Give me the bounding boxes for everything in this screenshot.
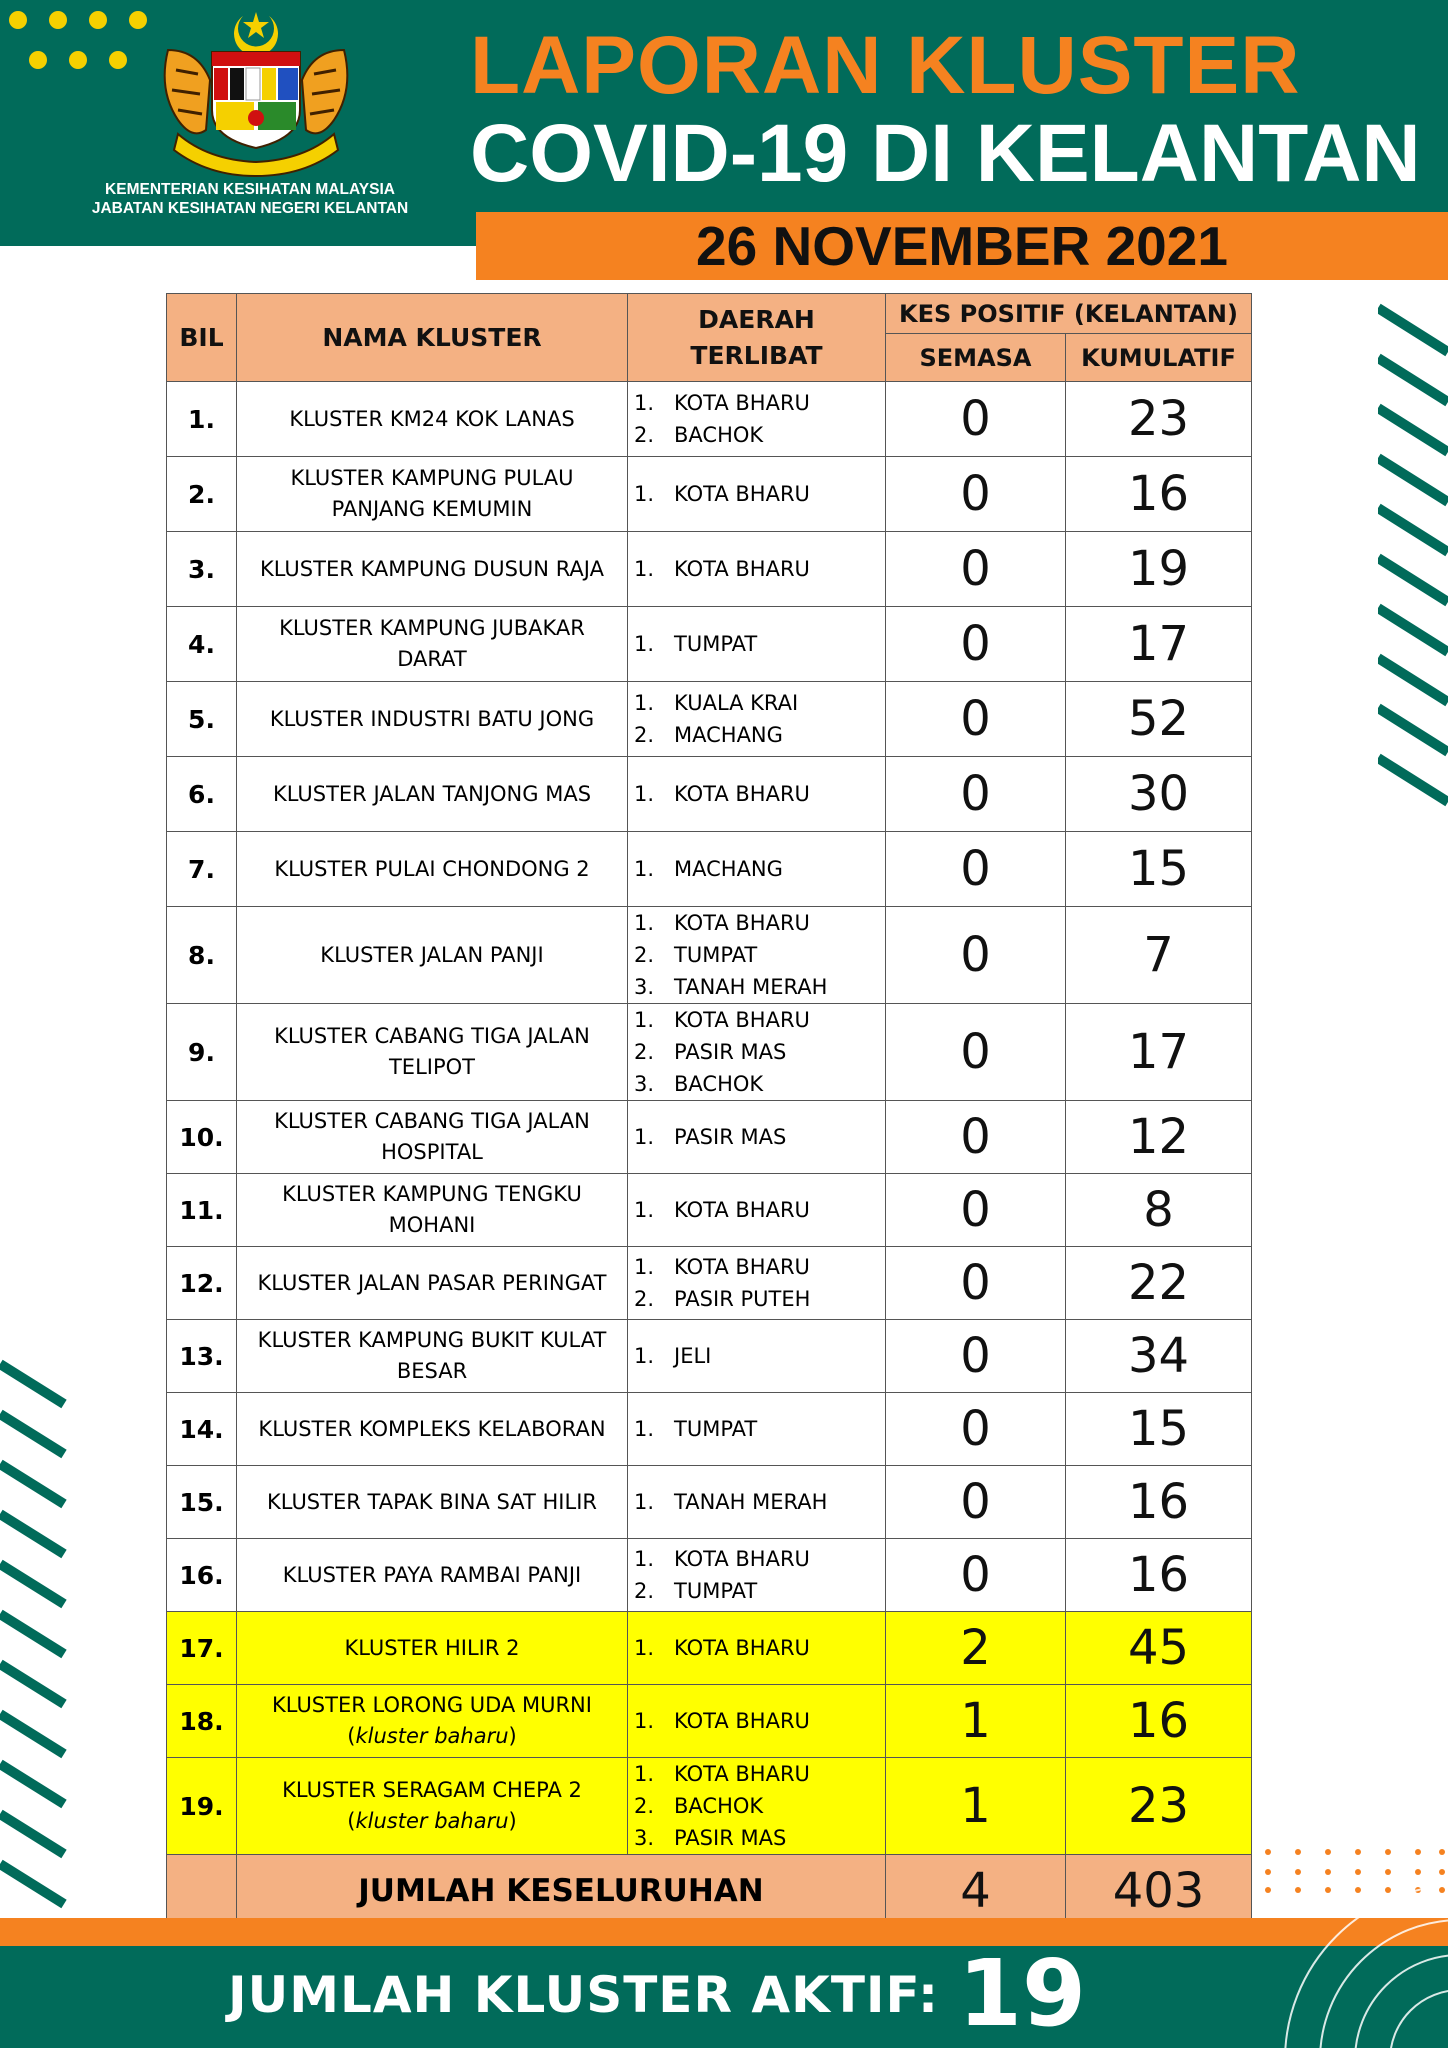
cell-kumulatif: 23 [1066, 382, 1252, 457]
cluster-name: KLUSTER PULAI CHONDONG 2 [274, 856, 590, 881]
table-row [167, 1466, 1252, 1539]
cell-bil: 18. [167, 1685, 237, 1758]
cluster-name: KLUSTER KM24 KOK LANAS [289, 406, 575, 431]
district-name: KUALA KRAI [674, 691, 799, 715]
district-item: 3. BACHOK [634, 1068, 885, 1100]
district-name: PASIR MAS [674, 1125, 787, 1149]
district-name: KOTA BHARU [674, 1636, 810, 1660]
cluster-name: KLUSTER KAMPUNG PULAU PANJANG KEMUMIN [290, 466, 574, 521]
header-kes-positif: KES POSITIF (KELANTAN) [886, 294, 1252, 334]
cluster-note-text: kluster baharu [355, 1809, 509, 1833]
cluster-name: KLUSTER HILIR 2 [344, 1635, 520, 1660]
cell-daerah-terlibat [628, 1247, 886, 1320]
header-kumulatif: KUMULATIF [1066, 334, 1252, 382]
cell-kumulatif: 16 [1066, 1539, 1252, 1612]
cluster-note-text: kluster baharu [355, 1724, 509, 1748]
cell-bil: 7. [167, 832, 237, 907]
district-name: PASIR PUTEH [674, 1287, 811, 1311]
cell-bil: 3. [167, 532, 237, 607]
district-name: BACHOK [674, 1794, 764, 1818]
cell-bil: 19. [167, 1758, 237, 1855]
district-item: 1. TUMPAT [634, 628, 885, 660]
cell-daerah-terlibat [628, 1320, 886, 1393]
cell-kumulatif: 45 [1066, 1612, 1252, 1685]
district-name: KOTA BHARU [674, 1008, 810, 1032]
table-row [167, 457, 1252, 532]
cluster-name: KLUSTER PAYA RAMBAI PANJI [282, 1562, 582, 1587]
district-name: KOTA BHARU [674, 1709, 810, 1733]
cell-kumulatif: 30 [1066, 757, 1252, 832]
cell-nama-kluster [237, 1247, 628, 1320]
cell-semasa: 0 [886, 1004, 1066, 1101]
district-name: JELI [674, 1344, 712, 1368]
cell-semasa: 0 [886, 757, 1066, 832]
cell-daerah-terlibat [628, 1004, 886, 1101]
cell-daerah-terlibat [628, 532, 886, 607]
cluster-table [166, 293, 1252, 1927]
cell-daerah-terlibat [628, 907, 886, 1004]
cell-daerah-terlibat [628, 382, 886, 457]
cell-daerah-terlibat [628, 682, 886, 757]
district-item: 1. TANAH MERAH [634, 1486, 885, 1518]
cell-nama-kluster [237, 1539, 628, 1612]
district-name: BACHOK [674, 1072, 764, 1096]
district-name: PASIR MAS [674, 1040, 787, 1064]
cell-semasa: 0 [886, 1247, 1066, 1320]
district-item: 2. TUMPAT [634, 939, 885, 971]
cell-kumulatif: 52 [1066, 682, 1252, 757]
cell-daerah-terlibat [628, 1393, 886, 1466]
cell-kumulatif: 16 [1066, 457, 1252, 532]
cell-nama-kluster [237, 382, 628, 457]
table-row [167, 1004, 1252, 1101]
district-name: TANAH MERAH [674, 1490, 828, 1514]
cluster-name: KLUSTER INDUSTRI BATU JONG [269, 706, 595, 731]
district-item: 3. PASIR MAS [634, 1822, 885, 1854]
cell-kumulatif: 17 [1066, 607, 1252, 682]
decorative-arcs [1230, 1820, 1448, 2048]
cell-bil: 5. [167, 682, 237, 757]
district-name: KOTA BHARU [674, 911, 810, 935]
district-name: KOTA BHARU [674, 557, 810, 581]
header-nama-kluster: NAMA KLUSTER [237, 294, 628, 382]
district-item: 2. BACHOK [634, 419, 885, 451]
district-name: TUMPAT [674, 943, 758, 967]
cell-daerah-terlibat [628, 1758, 886, 1855]
cell-semasa: 1 [886, 1685, 1066, 1758]
cell-bil: 12. [167, 1247, 237, 1320]
district-item: 2. PASIR MAS [634, 1036, 885, 1068]
header-daerah-terlibat [628, 294, 886, 382]
cell-bil: 17. [167, 1612, 237, 1685]
cluster-name: KLUSTER KOMPLEKS KELABORAN [258, 1416, 606, 1441]
cell-semasa: 0 [886, 607, 1066, 682]
cell-nama-kluster [237, 1393, 628, 1466]
report-title-line-2: COVID-19 DI KELANTAN [470, 108, 1421, 199]
cell-nama-kluster [237, 1004, 628, 1101]
report-title-line-1: LAPORAN KLUSTER [470, 20, 1301, 111]
cell-bil: 16. [167, 1539, 237, 1612]
cell-nama-kluster [237, 1612, 628, 1685]
cell-daerah-terlibat [628, 1101, 886, 1174]
cell-semasa: 0 [886, 1393, 1066, 1466]
cell-daerah-terlibat [628, 1612, 886, 1685]
total-kumulatif: 403 [1066, 1855, 1252, 1927]
cluster-name: KLUSTER JALAN PASAR PERINGAT [257, 1270, 607, 1295]
district-item: 1. TUMPAT [634, 1413, 885, 1445]
table-row [167, 382, 1252, 457]
cluster-name: KLUSTER LORONG UDA MURNI [272, 1693, 592, 1717]
district-item: 1. KOTA BHARU [634, 1705, 885, 1737]
cell-bil: 2. [167, 457, 237, 532]
cell-daerah-terlibat [628, 1685, 886, 1758]
cell-semasa: 0 [886, 1539, 1066, 1612]
district-item: 1. MACHANG [634, 853, 885, 885]
cell-nama-kluster [237, 832, 628, 907]
table-row [167, 607, 1252, 682]
cell-nama-kluster [237, 607, 628, 682]
table-row [167, 1393, 1252, 1466]
district-item: 1. KOTA BHARU [634, 1758, 885, 1790]
table-row [167, 532, 1252, 607]
table-row [167, 757, 1252, 832]
cell-semasa: 0 [886, 1466, 1066, 1539]
cell-bil: 8. [167, 907, 237, 1004]
cell-semasa: 0 [886, 457, 1066, 532]
cell-kumulatif: 8 [1066, 1174, 1252, 1247]
table-row [167, 907, 1252, 1004]
district-name: KOTA BHARU [674, 482, 810, 506]
district-item: 2. MACHANG [634, 719, 885, 751]
ministry-name [60, 180, 440, 218]
cell-semasa: 0 [886, 832, 1066, 907]
cluster-name: KLUSTER KAMPUNG TENGKU MOHANI [282, 1182, 582, 1237]
district-item: 1. KOTA BHARU [634, 1251, 885, 1283]
cluster-name: KLUSTER KAMPUNG JUBAKAR DARAT [279, 616, 585, 671]
cell-bil: 6. [167, 757, 237, 832]
table-row [167, 1539, 1252, 1612]
header-bil: BIL [167, 294, 237, 382]
district-item: 1. PASIR MAS [634, 1121, 885, 1153]
cluster-name: KLUSTER JALAN PANJI [320, 942, 544, 967]
cell-bil: 10. [167, 1101, 237, 1174]
cell-semasa: 1 [886, 1758, 1066, 1855]
cluster-note: (kluster baharu) [347, 1724, 517, 1748]
active-cluster-count: 19 [958, 1940, 1087, 2047]
cluster-name: KLUSTER SERAGAM CHEPA 2 [282, 1778, 582, 1802]
district-item: 2. PASIR PUTEH [634, 1283, 885, 1315]
table-row [167, 1174, 1252, 1247]
cell-bil: 11. [167, 1174, 237, 1247]
cell-daerah-terlibat [628, 1466, 886, 1539]
district-name: KOTA BHARU [674, 1255, 810, 1279]
cell-nama-kluster [237, 1101, 628, 1174]
table-row [167, 1612, 1252, 1685]
total-row [167, 1855, 1252, 1927]
cell-semasa: 0 [886, 1174, 1066, 1247]
decorative-dots [0, 0, 160, 80]
cell-nama-kluster [237, 1685, 628, 1758]
district-item: 1. KOTA BHARU [634, 553, 885, 585]
cell-semasa: 0 [886, 682, 1066, 757]
cell-semasa: 0 [886, 532, 1066, 607]
district-item: 2. TUMPAT [634, 1575, 885, 1607]
cell-kumulatif: 12 [1066, 1101, 1252, 1174]
district-name: MACHANG [674, 723, 783, 747]
district-item: 1. KOTA BHARU [634, 907, 885, 939]
cell-kumulatif: 15 [1066, 1393, 1252, 1466]
district-item: 1. KOTA BHARU [634, 778, 885, 810]
district-name: KOTA BHARU [674, 1198, 810, 1222]
district-item: 1. KOTA BHARU [634, 387, 885, 419]
cell-nama-kluster [237, 682, 628, 757]
cell-semasa: 0 [886, 382, 1066, 457]
report-date: 26 NOVEMBER 2021 [696, 215, 1228, 277]
district-name: KOTA BHARU [674, 1547, 810, 1571]
cluster-name: KLUSTER KAMPUNG DUSUN RAJA [260, 556, 604, 581]
cell-semasa: 2 [886, 1612, 1066, 1685]
district-name: BACHOK [674, 423, 764, 447]
malaysia-crest-logo [148, 10, 364, 178]
cell-nama-kluster [237, 757, 628, 832]
cell-daerah-terlibat [628, 757, 886, 832]
total-semasa: 4 [886, 1855, 1066, 1927]
cell-kumulatif: 15 [1066, 832, 1252, 907]
cell-kumulatif: 23 [1066, 1758, 1252, 1855]
cell-semasa: 0 [886, 1320, 1066, 1393]
district-name: KOTA BHARU [674, 1762, 810, 1786]
cluster-note: (kluster baharu) [347, 1809, 517, 1833]
cell-daerah-terlibat [628, 457, 886, 532]
cell-bil: 4. [167, 607, 237, 682]
cell-kumulatif: 19 [1066, 532, 1252, 607]
cell-kumulatif: 17 [1066, 1004, 1252, 1101]
cell-nama-kluster [237, 532, 628, 607]
cluster-name: KLUSTER JALAN TANJONG MAS [272, 781, 592, 806]
district-item: 1. KUALA KRAI [634, 687, 885, 719]
district-item: 1. KOTA BHARU [634, 1543, 885, 1575]
table-row [167, 1101, 1252, 1174]
district-item: 1. KOTA BHARU [634, 478, 885, 510]
cell-bil: 9. [167, 1004, 237, 1101]
decorative-stripes-right [1378, 300, 1448, 860]
cell-daerah-terlibat [628, 1539, 886, 1612]
cell-kumulatif: 34 [1066, 1320, 1252, 1393]
cell-nama-kluster [237, 457, 628, 532]
cell-kumulatif: 16 [1066, 1466, 1252, 1539]
district-item: 1. KOTA BHARU [634, 1194, 885, 1226]
cell-daerah-terlibat [628, 1174, 886, 1247]
active-cluster-label: JUMLAH KLUSTER AKTIF: [228, 1966, 939, 2024]
district-name: KOTA BHARU [674, 782, 810, 806]
cell-nama-kluster [237, 1320, 628, 1393]
district-name: PASIR MAS [674, 1826, 787, 1850]
cell-daerah-terlibat [628, 832, 886, 907]
cell-daerah-terlibat [628, 607, 886, 682]
cell-bil: 14. [167, 1393, 237, 1466]
district-item: 3. TANAH MERAH [634, 971, 885, 1003]
cell-semasa: 0 [886, 1101, 1066, 1174]
cluster-name: KLUSTER CABANG TIGA JALAN HOSPITAL [274, 1109, 590, 1164]
cell-bil: 15. [167, 1466, 237, 1539]
district-name: KOTA BHARU [674, 391, 810, 415]
cluster-name: KLUSTER KAMPUNG BUKIT KULAT BESAR [257, 1328, 607, 1383]
total-bil-empty [167, 1855, 237, 1927]
district-name: TANAH MERAH [674, 975, 828, 999]
district-name: TUMPAT [674, 1579, 758, 1603]
table-row [167, 1758, 1252, 1855]
cell-kumulatif: 16 [1066, 1685, 1252, 1758]
cell-nama-kluster [237, 1758, 628, 1855]
ministry-line-1: KEMENTERIAN KESIHATAN MALAYSIA [105, 181, 395, 198]
header-daerah-line-2: TERLIBAT [690, 340, 823, 370]
cell-semasa: 0 [886, 907, 1066, 1004]
cell-kumulatif: 22 [1066, 1247, 1252, 1320]
cell-nama-kluster [237, 907, 628, 1004]
district-name: TUMPAT [674, 632, 758, 656]
cell-bil: 1. [167, 382, 237, 457]
district-name: TUMPAT [674, 1417, 758, 1441]
table-row [167, 1320, 1252, 1393]
district-item: 1. KOTA BHARU [634, 1632, 885, 1664]
district-item: 1. JELI [634, 1340, 885, 1372]
table-row [167, 1247, 1252, 1320]
cell-nama-kluster [237, 1174, 628, 1247]
cell-kumulatif: 7 [1066, 907, 1252, 1004]
decorative-stripes-left [0, 1356, 70, 1916]
table-row [167, 682, 1252, 757]
cell-nama-kluster [237, 1466, 628, 1539]
district-name: MACHANG [674, 857, 783, 881]
header-daerah-line-1: DAERAH [698, 304, 815, 334]
ministry-line-2: JABATAN KESIHATAN NEGERI KELANTAN [91, 200, 409, 217]
cluster-name: KLUSTER TAPAK BINA SAT HILIR [267, 1489, 597, 1514]
table-row [167, 832, 1252, 907]
district-item: 1. KOTA BHARU [634, 1004, 885, 1036]
cluster-name: KLUSTER CABANG TIGA JALAN TELIPOT [274, 1024, 590, 1079]
total-label: JUMLAH KESELURUHAN [237, 1855, 886, 1927]
district-item: 2. BACHOK [634, 1790, 885, 1822]
header-semasa: SEMASA [886, 334, 1066, 382]
table-row [167, 1685, 1252, 1758]
cell-bil: 13. [167, 1320, 237, 1393]
